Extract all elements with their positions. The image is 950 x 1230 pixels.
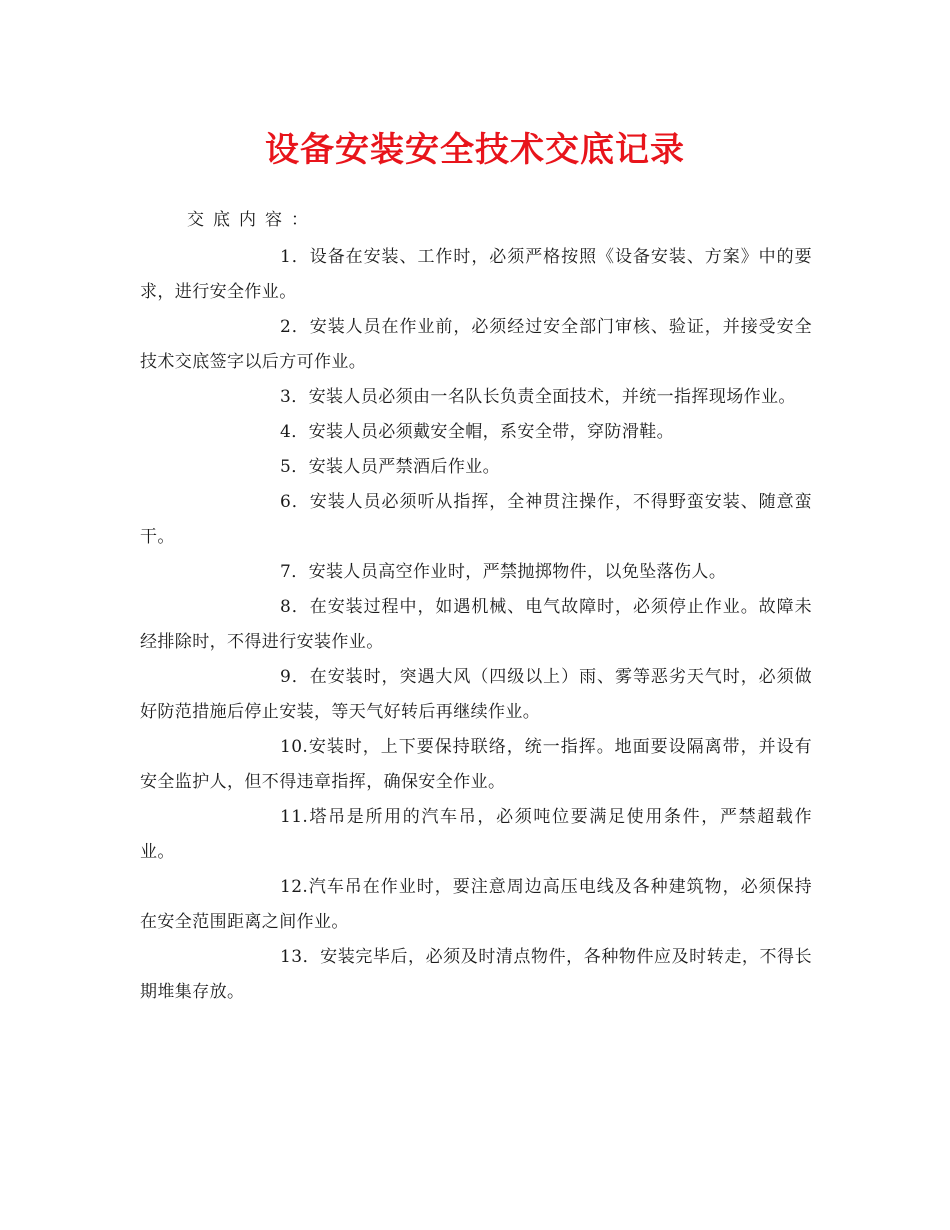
list-item: 11.塔吊是所用的汽车吊，必须吨位要满足使用条件，严禁超载作业。 <box>140 807 812 862</box>
list-item: 1．设备在安装、工作时，必须严格按照《设备安装、方案》中的要求，进行安全作业。 <box>140 247 812 302</box>
list-item: 12.汽车吊在作业时，要注意周边高压电线及各种建筑物，必须保持在安全范围距离之间作业。 <box>140 877 812 932</box>
list-item: 4．安装人员必须戴安全帽，系安全带，穿防滑鞋。 <box>280 422 675 442</box>
list-item: 2．安装人员在作业前，必须经过安全部门审核、验证，并接受安全技术交底签字以后方可作业。 <box>140 317 812 372</box>
document-body <box>140 240 812 1010</box>
list-item: 5．安装人员严禁酒后作业。 <box>280 457 501 477</box>
intro-label: 交底内容： <box>187 210 317 230</box>
document-title: 设备安装安全技术交底记录 <box>265 130 685 170</box>
list-item: 10.安装时，上下要保持联络，统一指挥。地面要设隔离带，并设有安全监护人，但不得违章指挥，确保安全作业。 <box>140 737 812 792</box>
list-item: 3．安装人员必须由一名队长负责全面技术，并统一指挥现场作业。 <box>280 387 796 407</box>
list-item: 8．在安装过程中，如遇机械、电气故障时，必须停止作业。故障未经排除时，不得进行安装作业。 <box>140 597 812 652</box>
list-item: 13．安装完毕后，必须及时清点物件，各种物件应及时转走，不得长期堆集存放。 <box>140 947 812 1002</box>
list-item: 7．安装人员高空作业时，严禁抛掷物件，以免坠落伤人。 <box>280 562 727 582</box>
list-item: 6．安装人员必须听从指挥，全神贯注操作，不得野蛮安装、随意蛮干。 <box>140 492 812 547</box>
list-item: 9．在安装时，突遇大风（四级以上）雨、雾等恶劣天气时，必须做好防范措施后停止安装，等天气好转后再继续作业。 <box>140 667 812 722</box>
